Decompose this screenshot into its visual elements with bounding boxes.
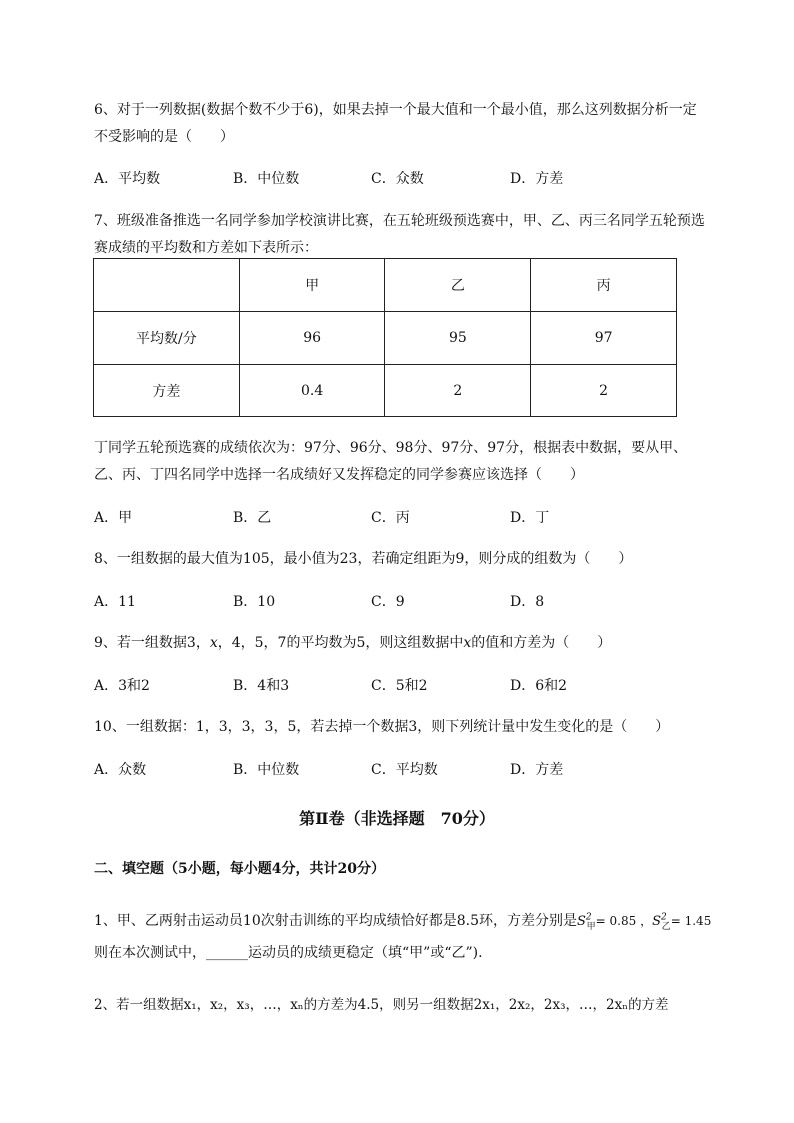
sequence-separator: ， [249, 997, 264, 1013]
sequence-separator: ， [565, 997, 580, 1013]
table-cell: 0.4 [239, 365, 385, 417]
q7-option-c: C．丙 [371, 510, 410, 526]
q6-option-b: B．中位数 [233, 171, 300, 187]
f1-line2: 则在本次测试中，______运动员的成绩更稳定（填“甲”或“乙”). [94, 945, 483, 961]
q9-variable-x: x [463, 635, 472, 651]
sequence-term: x₃ [236, 997, 250, 1013]
variance-letter: S [577, 914, 586, 929]
q7-option-a: A．甲 [94, 510, 133, 526]
q10-option-c: C．平均数 [371, 762, 438, 778]
table-header-cell: 丙 [531, 259, 677, 312]
sequence-separator: ， [495, 997, 509, 1013]
q8-option-a: A．11 [94, 594, 136, 610]
q9-option-a: A．3和2 [94, 678, 150, 694]
sequence-term: 2x₂ [508, 997, 531, 1013]
table-cell: 96 [239, 312, 385, 365]
sequence-term: 2x₁ [473, 997, 496, 1013]
q9-option-c: C．5和2 [371, 678, 428, 694]
q10-option-b: B．中位数 [233, 762, 300, 778]
q6-line2: 不受影响的是（ ） [94, 129, 234, 145]
f2-set2 [474, 997, 628, 1013]
q6-line1: 6、对于一列数据(数据个数不少于6)，如果去掉一个最大值和一个最小值，那么这列数据分析一定 [94, 102, 697, 118]
f2-text-1: 2、若一组数据 [94, 997, 184, 1013]
q7-line2: 赛成绩的平均数和方差如下表所示： [94, 240, 318, 256]
section-subtitle: 二、填空题（5小题，每小题4分，共计20分） [94, 861, 385, 877]
f2-set1 [184, 997, 304, 1013]
sequence-separator: ， [223, 997, 237, 1013]
f2-text-3: 的方差 [628, 997, 669, 1013]
q10-option-a: A．众数 [94, 762, 147, 778]
variance-letter: S [652, 914, 661, 929]
table-cell: 2 [531, 365, 677, 417]
sequence-term: … [579, 997, 593, 1013]
table-cell: 97 [531, 312, 677, 365]
sequence-term: xₙ [290, 997, 304, 1013]
variance-value-jia: = 0.85 [595, 914, 637, 928]
table-row-label: 方差 [94, 365, 240, 417]
sequence-term: … [263, 997, 277, 1013]
q7-option-d: D．丁 [510, 510, 550, 526]
q8-option-c: C．9 [371, 594, 405, 610]
q7-line1: 7、班级准备推选一名同学参加学校演讲比赛，在五轮班级预选赛中，甲、乙、丙三名同学五轮预选 [94, 213, 705, 229]
sequence-term: x₂ [210, 997, 224, 1013]
q7-option-b: B．乙 [233, 510, 272, 526]
variance-subscript: 甲 [586, 921, 596, 932]
variance-symbol-yi [652, 912, 671, 932]
table-header-cell: 乙 [385, 259, 531, 312]
q6-option-a: A．平均数 [94, 171, 161, 187]
q8-option-b: B．10 [233, 594, 276, 610]
scores-table [93, 258, 677, 417]
table-row [94, 312, 677, 365]
q9-text-2: ，4，5，7的平均数为5，则这组数据中 [217, 635, 464, 651]
variance-exponent: 2 [660, 912, 667, 923]
q10-line1: 10、一组数据：1，3，3，3，5，若去掉一个数据3，则下列统计量中发生变化的是（ ） [94, 719, 670, 735]
q8-option-d: D．8 [510, 594, 545, 610]
q7-line3: 丁同学五轮预选赛的成绩依次为：97分、96分、98分、97分、97分，根据表中数据，要从甲、 [94, 440, 688, 456]
table-cell: 95 [385, 312, 531, 365]
f2-line1 [94, 993, 669, 1013]
comma: ， [636, 914, 653, 928]
f1-line1 [94, 910, 711, 932]
table-header-cell [94, 259, 240, 312]
q6-option-c: C．众数 [371, 171, 424, 187]
sequence-separator: ， [530, 997, 544, 1013]
table-cell: 2 [385, 365, 531, 417]
q7-line4: 乙、丙、丁四名同学中选择一名成绩好又发挥稳定的同学参赛应该选择（ ） [94, 467, 584, 483]
variance-exponent: 2 [585, 912, 592, 923]
q9-option-d: D．6和2 [510, 678, 568, 694]
table-row [94, 365, 677, 417]
sequence-separator: ， [276, 997, 291, 1013]
q8-line1: 8、一组数据的最大值为105，最小值为23，若确定组距为9，则分成的组数为（ ） [94, 551, 633, 567]
q9-option-b: B．4和3 [233, 678, 290, 694]
table-header-cell: 甲 [239, 259, 385, 312]
sequence-term: 2xₙ [606, 997, 629, 1013]
variance-symbol-jia [577, 912, 596, 932]
f1-text: 1、甲、乙两射击运动员10次射击训练的平均成绩恰好都是8.5环，方差分别是 [94, 913, 577, 929]
table-row-label: 平均数/分 [94, 312, 240, 365]
q9-line1 [94, 632, 611, 652]
sequence-separator: ， [592, 997, 607, 1013]
q10-option-d: D．方差 [510, 762, 564, 778]
sequence-separator: ， [196, 997, 211, 1013]
sequence-term: 2x₃ [543, 997, 566, 1013]
q9-variable-x: x [209, 635, 218, 651]
sequence-term: x₁ [183, 997, 197, 1013]
variance-subscript: 乙 [661, 921, 671, 932]
q9-text-1: 9、若一组数据3， [94, 635, 210, 651]
f2-text-2: 的方差为4.5，则另一组数据 [303, 997, 474, 1013]
variance-value-yi: = 1.45 [670, 914, 712, 928]
q9-text-3: 的值和方差为（ ） [471, 635, 612, 651]
q6-option-d: D．方差 [510, 171, 564, 187]
section-title: 第Ⅱ卷（非选择题 70分） [299, 809, 495, 828]
table-header-row [94, 259, 677, 312]
